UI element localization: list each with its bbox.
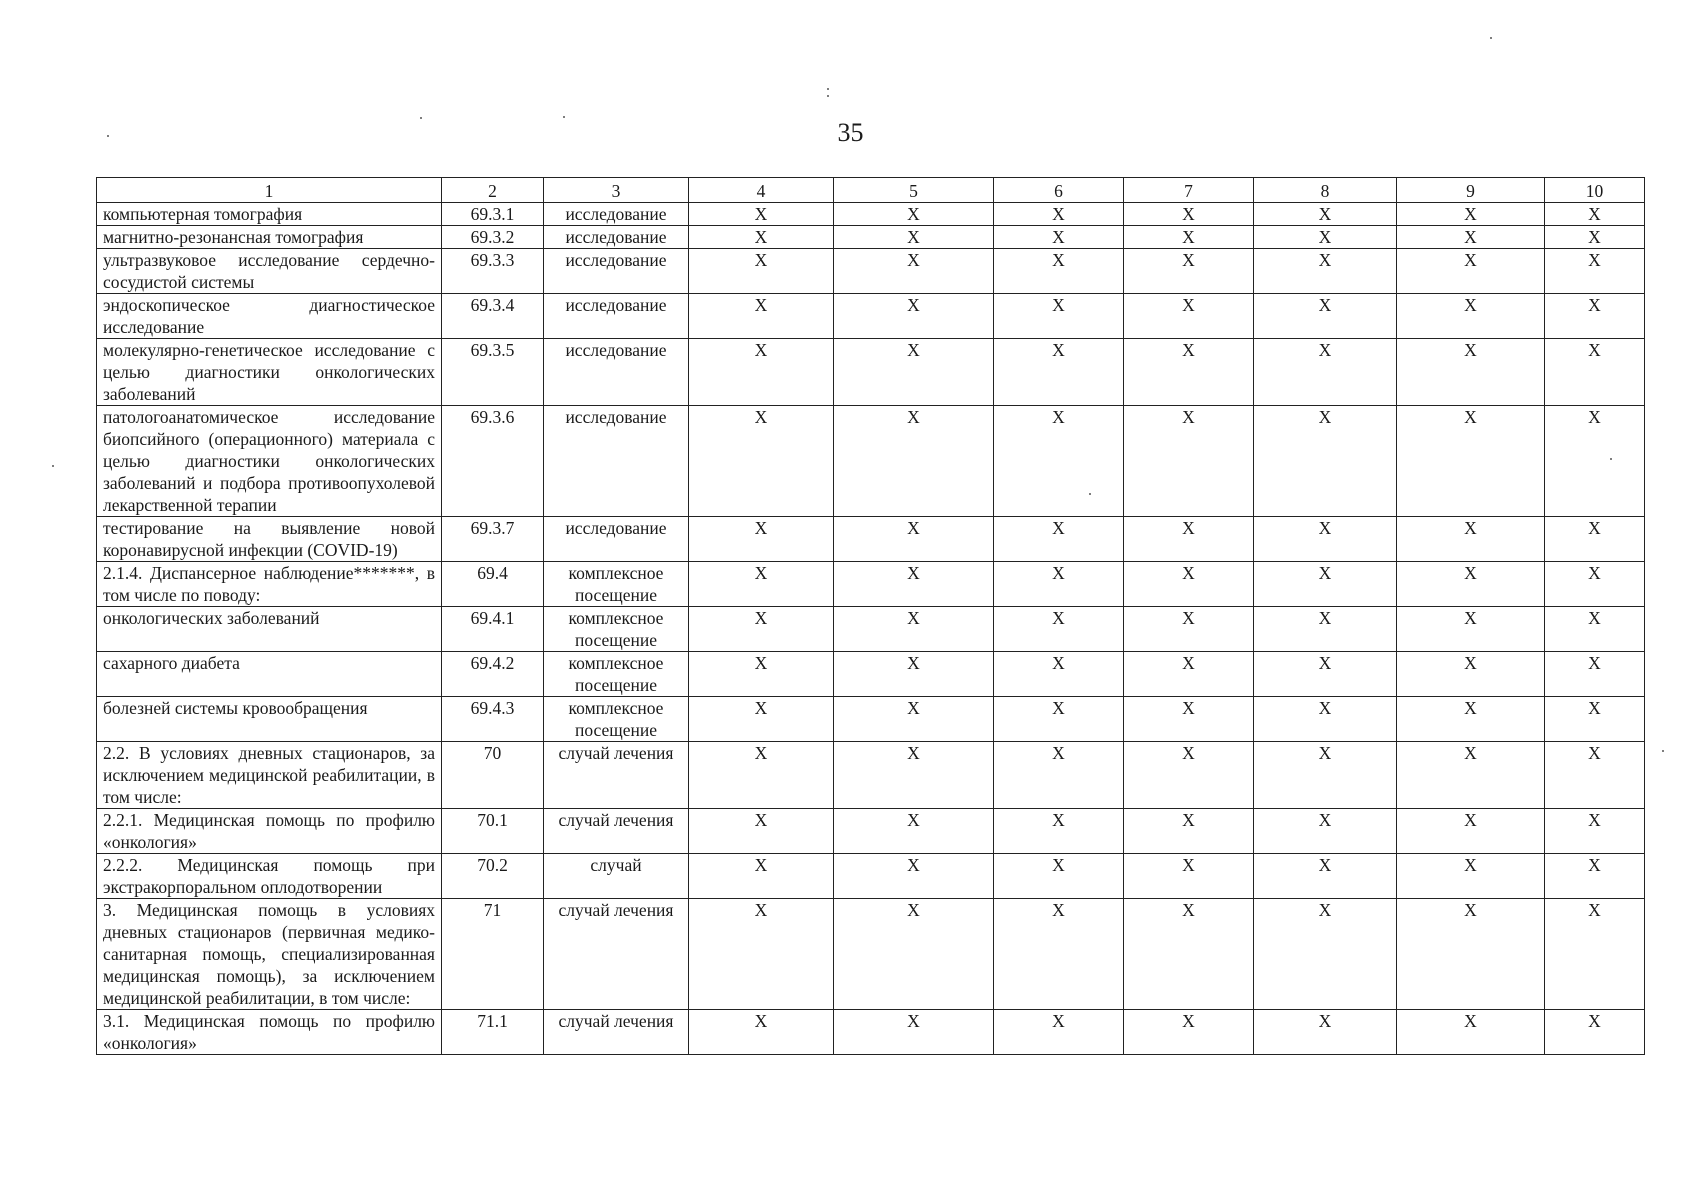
row-name: болезней системы кровообращения (97, 697, 442, 742)
cell-x: X (1545, 249, 1645, 294)
cell-x: X (1124, 742, 1254, 809)
cell-x: X (994, 899, 1124, 1010)
cell-x: X (994, 1010, 1124, 1055)
cell-x: X (994, 249, 1124, 294)
cell-x: X (689, 697, 834, 742)
cell-x: X (834, 203, 994, 226)
row-name: 2.2.1. Медицинская помощь по профилю «онкология» (97, 809, 442, 854)
cell-x: X (1545, 697, 1645, 742)
row-unit: исследование (544, 249, 689, 294)
cell-x: X (834, 854, 994, 899)
cell-x: X (994, 652, 1124, 697)
table-row (97, 809, 1645, 854)
cell-x: X (1545, 406, 1645, 517)
cell-x: X (1254, 742, 1397, 809)
cell-x: X (1254, 203, 1397, 226)
cell-x: X (994, 339, 1124, 406)
cell-x: X (1254, 226, 1397, 249)
cell-x: X (1397, 562, 1545, 607)
column-header-8: 8 (1254, 178, 1397, 203)
cell-x: X (689, 899, 834, 1010)
table-row (97, 339, 1645, 406)
cell-x: X (1545, 203, 1645, 226)
cell-x: X (1124, 294, 1254, 339)
table-row (97, 742, 1645, 809)
cell-x: X (834, 652, 994, 697)
row-code: 70.1 (442, 809, 544, 854)
row-unit: комплексное посещение (544, 652, 689, 697)
scan-speck (52, 465, 54, 467)
row-code: 69.3.4 (442, 294, 544, 339)
scan-speck (420, 117, 422, 119)
cell-x: X (1545, 607, 1645, 652)
cell-x: X (689, 406, 834, 517)
table-row (97, 607, 1645, 652)
cell-x: X (994, 517, 1124, 562)
cell-x: X (1397, 339, 1545, 406)
cell-x: X (1397, 697, 1545, 742)
scan-speck (827, 95, 829, 97)
table-row (97, 406, 1645, 517)
cell-x: X (689, 203, 834, 226)
cell-x: X (834, 899, 994, 1010)
cell-x: X (834, 742, 994, 809)
cell-x: X (1545, 742, 1645, 809)
cell-x: X (1254, 294, 1397, 339)
cell-x: X (994, 742, 1124, 809)
cell-x: X (1397, 203, 1545, 226)
cell-x: X (1397, 607, 1545, 652)
cell-x: X (1124, 899, 1254, 1010)
cell-x: X (994, 607, 1124, 652)
cell-x: X (1124, 697, 1254, 742)
cell-x: X (834, 517, 994, 562)
cell-x: X (689, 742, 834, 809)
cell-x: X (1124, 854, 1254, 899)
row-name: ультразвуковое исследование сердечно-сосудистой системы (97, 249, 442, 294)
row-name: тестирование на выявление новой коронавирусной инфекции (COVID-19) (97, 517, 442, 562)
row-name: онкологических заболеваний (97, 607, 442, 652)
row-name: эндоскопическое диагностическое исследование (97, 294, 442, 339)
row-name: сахарного диабета (97, 652, 442, 697)
cell-x: X (834, 339, 994, 406)
cell-x: X (1254, 697, 1397, 742)
scan-speck (107, 135, 109, 137)
cell-x: X (1397, 226, 1545, 249)
cell-x: X (1397, 742, 1545, 809)
column-header-3: 3 (544, 178, 689, 203)
cell-x: X (1124, 226, 1254, 249)
row-unit: комплексное посещение (544, 697, 689, 742)
table-row (97, 697, 1645, 742)
row-code: 70 (442, 742, 544, 809)
cell-x: X (1124, 203, 1254, 226)
cell-x: X (994, 294, 1124, 339)
row-code: 69.4.1 (442, 607, 544, 652)
row-unit: комплексное посещение (544, 607, 689, 652)
row-code: 69.3.6 (442, 406, 544, 517)
column-header-9: 9 (1397, 178, 1545, 203)
cell-x: X (1545, 562, 1645, 607)
cell-x: X (1124, 339, 1254, 406)
table-row (97, 249, 1645, 294)
row-unit: случай лечения (544, 899, 689, 1010)
cell-x: X (1254, 517, 1397, 562)
page-number: 35 (837, 118, 864, 147)
cell-x: X (1124, 607, 1254, 652)
cell-x: X (1124, 517, 1254, 562)
table-row (97, 854, 1645, 899)
table-row (97, 203, 1645, 226)
table-row (97, 899, 1645, 1010)
cell-x: X (834, 697, 994, 742)
cell-x: X (1397, 899, 1545, 1010)
scan-speck (1490, 37, 1492, 39)
table-row (97, 1010, 1645, 1055)
cell-x: X (1124, 249, 1254, 294)
cell-x: X (689, 1010, 834, 1055)
cell-x: X (1397, 406, 1545, 517)
cell-x: X (1124, 406, 1254, 517)
cell-x: X (834, 562, 994, 607)
row-code: 71 (442, 899, 544, 1010)
cell-x: X (1124, 1010, 1254, 1055)
cell-x: X (1397, 1010, 1545, 1055)
cell-x: X (994, 562, 1124, 607)
cell-x: X (1397, 517, 1545, 562)
row-name: 3. Медицинская помощь в условиях дневных стационаров (первичная медико-санитарная помощь, специализированная медицинская помощь), за исключением медицинской реабилитации, в том числе: (97, 899, 442, 1010)
cell-x: X (834, 226, 994, 249)
cell-x: X (1254, 652, 1397, 697)
row-unit: случай лечения (544, 1010, 689, 1055)
cell-x: X (689, 294, 834, 339)
table-row (97, 226, 1645, 249)
cell-x: X (1397, 294, 1545, 339)
row-code: 69.3.3 (442, 249, 544, 294)
cell-x: X (834, 809, 994, 854)
cell-x: X (1397, 854, 1545, 899)
cell-x: X (834, 1010, 994, 1055)
cell-x: X (994, 203, 1124, 226)
cell-x: X (689, 607, 834, 652)
cell-x: X (834, 294, 994, 339)
row-unit: исследование (544, 203, 689, 226)
row-code: 69.4 (442, 562, 544, 607)
row-unit: исследование (544, 226, 689, 249)
column-header-7: 7 (1124, 178, 1254, 203)
column-header-4: 4 (689, 178, 834, 203)
column-header-6: 6 (994, 178, 1124, 203)
cell-x: X (834, 249, 994, 294)
table-row (97, 652, 1645, 697)
cell-x: X (1254, 1010, 1397, 1055)
row-name: 2.2. В условиях дневных стационаров, за исключением медицинской реабилитации, в том числе: (97, 742, 442, 809)
cell-x: X (1545, 339, 1645, 406)
cell-x: X (1545, 809, 1645, 854)
row-name: 2.1.4. Диспансерное наблюдение*******, в том числе по поводу: (97, 562, 442, 607)
cell-x: X (1397, 809, 1545, 854)
cell-x: X (1124, 652, 1254, 697)
header-row (97, 178, 1645, 203)
cell-x: X (1254, 899, 1397, 1010)
cell-x: X (1545, 652, 1645, 697)
table-row (97, 562, 1645, 607)
row-code: 69.3.2 (442, 226, 544, 249)
data-table (96, 177, 1645, 1055)
cell-x: X (1254, 339, 1397, 406)
cell-x: X (834, 406, 994, 517)
row-code: 69.4.3 (442, 697, 544, 742)
scan-speck (1662, 750, 1664, 752)
row-name: 3.1. Медицинская помощь по профилю «онкология» (97, 1010, 442, 1055)
scan-speck (827, 88, 829, 90)
cell-x: X (1124, 562, 1254, 607)
row-name: магнитно-резонансная томография (97, 226, 442, 249)
scan-speck (563, 116, 565, 118)
cell-x: X (1397, 249, 1545, 294)
row-code: 70.2 (442, 854, 544, 899)
column-header-10: 10 (1545, 178, 1645, 203)
cell-x: X (689, 652, 834, 697)
table-row (97, 517, 1645, 562)
row-unit: исследование (544, 294, 689, 339)
row-code: 69.3.7 (442, 517, 544, 562)
row-name: 2.2.2. Медицинская помощь при экстракорпоральном оплодотворении (97, 854, 442, 899)
row-name: патологоанатомическое исследование биопсийного (операционного) материала с целью диагностики онкологических заболеваний и подбора противоопухолевой лекарственной терапии (97, 406, 442, 517)
column-header-1: 1 (97, 178, 442, 203)
cell-x: X (1545, 1010, 1645, 1055)
row-unit: исследование (544, 406, 689, 517)
cell-x: X (1545, 899, 1645, 1010)
cell-x: X (994, 854, 1124, 899)
cell-x: X (689, 517, 834, 562)
cell-x: X (1124, 809, 1254, 854)
row-unit: исследование (544, 339, 689, 406)
row-name: молекулярно-генетическое исследование с целью диагностики онкологических заболеваний (97, 339, 442, 406)
cell-x: X (1397, 652, 1545, 697)
cell-x: X (1545, 294, 1645, 339)
row-code: 69.3.5 (442, 339, 544, 406)
row-code: 71.1 (442, 1010, 544, 1055)
cell-x: X (689, 854, 834, 899)
cell-x: X (1545, 226, 1645, 249)
row-unit: случай (544, 854, 689, 899)
row-unit: исследование (544, 517, 689, 562)
column-header-2: 2 (442, 178, 544, 203)
row-name: компьютерная томография (97, 203, 442, 226)
cell-x: X (689, 562, 834, 607)
cell-x: X (994, 697, 1124, 742)
cell-x: X (994, 809, 1124, 854)
cell-x: X (1545, 854, 1645, 899)
cell-x: X (689, 339, 834, 406)
row-code: 69.3.1 (442, 203, 544, 226)
cell-x: X (1254, 562, 1397, 607)
cell-x: X (1254, 249, 1397, 294)
cell-x: X (1254, 809, 1397, 854)
cell-x: X (1545, 517, 1645, 562)
table-body (97, 203, 1645, 1055)
cell-x: X (689, 249, 834, 294)
column-header-5: 5 (834, 178, 994, 203)
cell-x: X (689, 809, 834, 854)
cell-x: X (994, 406, 1124, 517)
row-code: 69.4.2 (442, 652, 544, 697)
cell-x: X (1254, 607, 1397, 652)
cell-x: X (834, 607, 994, 652)
row-unit: случай лечения (544, 742, 689, 809)
cell-x: X (1254, 854, 1397, 899)
cell-x: X (689, 226, 834, 249)
table-row (97, 294, 1645, 339)
cell-x: X (1254, 406, 1397, 517)
cell-x: X (994, 226, 1124, 249)
row-unit: комплексное посещение (544, 562, 689, 607)
row-unit: случай лечения (544, 809, 689, 854)
